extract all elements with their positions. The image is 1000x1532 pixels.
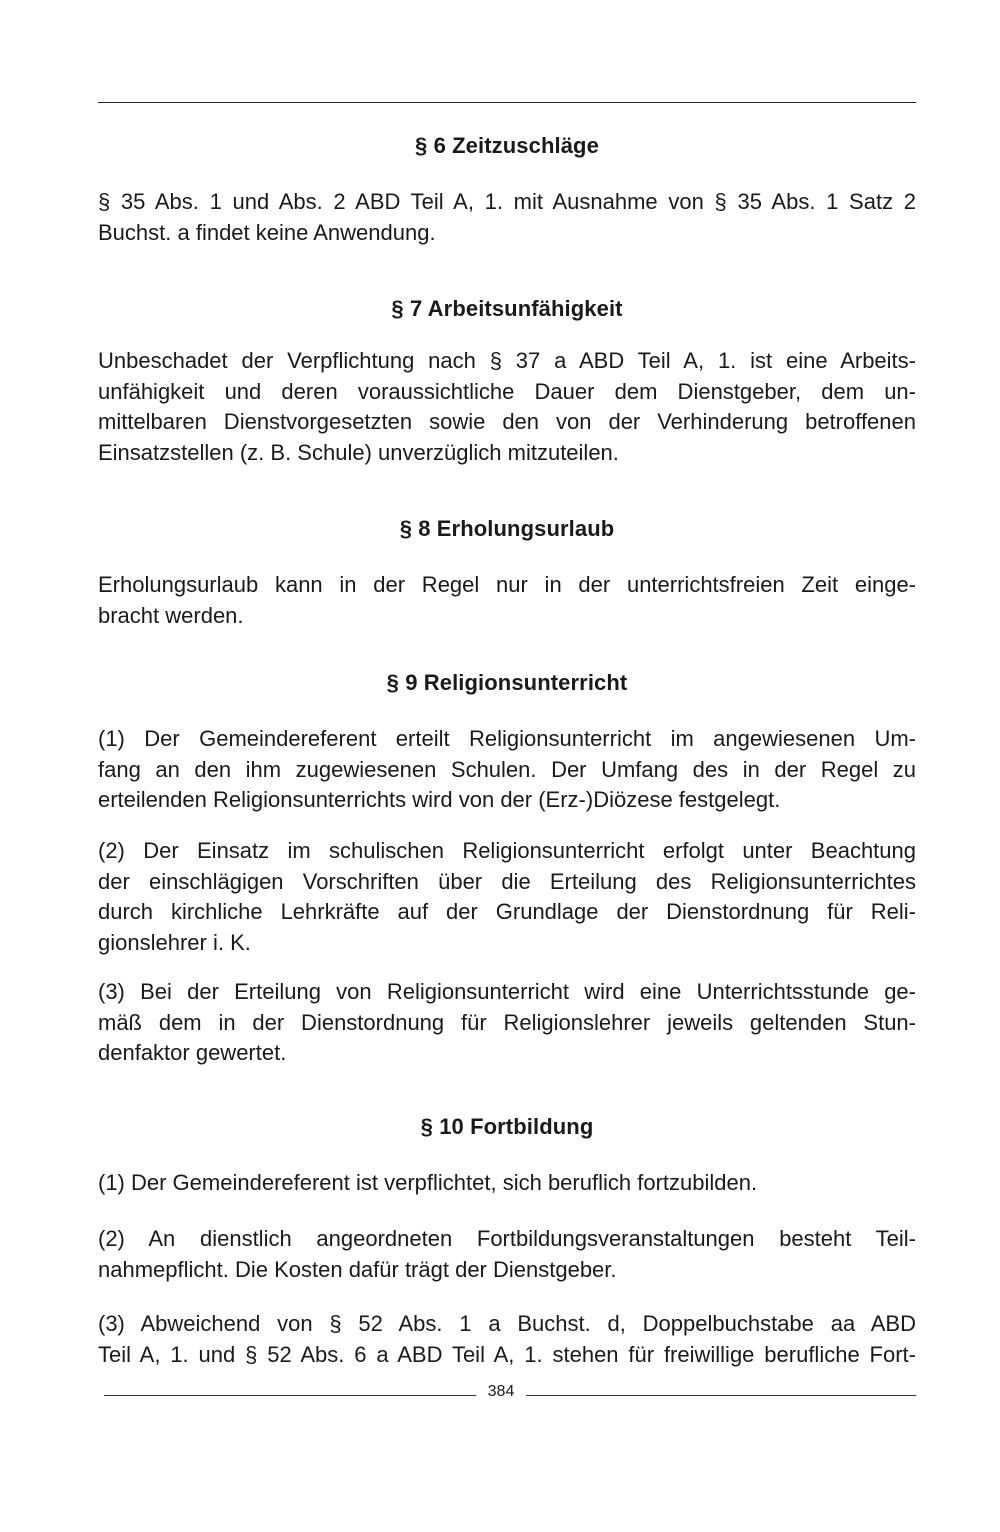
text-line: (1) Der Gemeindereferent erteilt Religionsunterricht im angewiesenen Um- — [98, 726, 916, 751]
section-heading-7: § 7 Arbeitsunfähigkeit — [391, 296, 623, 321]
page-number: 384 — [487, 1383, 515, 1400]
text-line: Teil A, 1. und § 52 Abs. 6 a ABD Teil A, 1. stehen für freiwillige berufliche Fort- — [98, 1341, 916, 1367]
section-10-paragraph-2 — [98, 1224, 916, 1285]
section-10-paragraph-3 — [98, 1309, 916, 1370]
top-rule — [98, 102, 916, 103]
text-line: Buchst. a findet keine Anwendung. — [98, 219, 436, 245]
text-line: mäß dem in der Dienstordnung für Religionslehrer jeweils geltenden Stun- — [98, 1009, 916, 1035]
section-heading-6: § 6 Zeitzuschläge — [415, 133, 599, 158]
section-heading-8: § 8 Erholungsurlaub — [399, 516, 615, 541]
text-line: nahmepflicht. Die Kosten dafür trägt der Dienstgeber. — [98, 1256, 617, 1282]
text-line: mittelbaren Dienstvorgesetzten sowie den von der Verhinderung betroffenen — [98, 409, 916, 434]
section-8-paragraph — [98, 570, 916, 631]
text-line: fang an den ihm zugewiesenen Schulen. Der Umfang des in der Regel zu — [98, 756, 916, 782]
section-9-paragraph-3 — [98, 977, 916, 1069]
text-line: § 35 Abs. 1 und Abs. 2 ABD Teil A, 1. mit Ausnahme von § 35 Abs. 1 Satz 2 — [98, 189, 916, 214]
text-line: gionslehrer i. K. — [98, 929, 251, 955]
text-line: (2) An dienstlich angeordneten Fortbildungsveranstaltungen besteht Teil- — [98, 1226, 916, 1251]
text-line: (3) Bei der Erteilung von Religionsunterricht wird eine Unterrichtsstunde ge- — [98, 979, 916, 1004]
text-line: Erholungsurlaub kann in der Regel nur in der unterrichtsfreien Zeit einge- — [98, 572, 916, 597]
text-line: Einsatzstellen (z. B. Schule) unverzüglich mitzuteilen. — [98, 439, 619, 465]
text-line: (2) Der Einsatz im schulischen Religionsunterricht erfolgt unter Beachtung — [98, 838, 916, 863]
section-heading-10: § 10 Fortbildung — [420, 1114, 594, 1139]
section-9-paragraph-2 — [98, 836, 916, 958]
text-line: (1) Der Gemeindereferent ist verpflichtet, sich beruflich fortzubilden. — [98, 1170, 758, 1195]
footer-rule-right — [526, 1395, 916, 1396]
text-line: durch kirchliche Lehrkräfte auf der Grundlage der Dienstordnung für Reli- — [98, 899, 916, 924]
text-line: (3) Abweichend von § 52 Abs. 1 a Buchst. d, Doppelbuchstabe aa ABD — [98, 1311, 916, 1336]
text-line: der einschlägigen Vorschriften über die Erteilung des Religionsunterrichtes — [98, 868, 916, 894]
text-line: Unbeschadet der Verpflichtung nach § 37 a ABD Teil A, 1. ist eine Arbeits- — [98, 348, 916, 373]
section-7-paragraph — [98, 346, 916, 468]
section-6-paragraph — [98, 187, 916, 248]
text-line: bracht werden. — [98, 602, 244, 628]
text-line: erteilenden Religionsunterrichts wird von der (Erz-)Diözese festgelegt. — [98, 787, 781, 812]
text-line: unfähigkeit und deren voraussichtliche Dauer dem Dienstgeber, dem un- — [98, 378, 916, 404]
section-10-paragraph-1 — [98, 1168, 916, 1199]
section-heading-9: § 9 Religionsunterricht — [386, 670, 628, 695]
text-line: denfaktor gewertet. — [98, 1040, 287, 1065]
section-9-paragraph-1 — [98, 724, 916, 816]
footer-rule-left — [104, 1395, 476, 1396]
